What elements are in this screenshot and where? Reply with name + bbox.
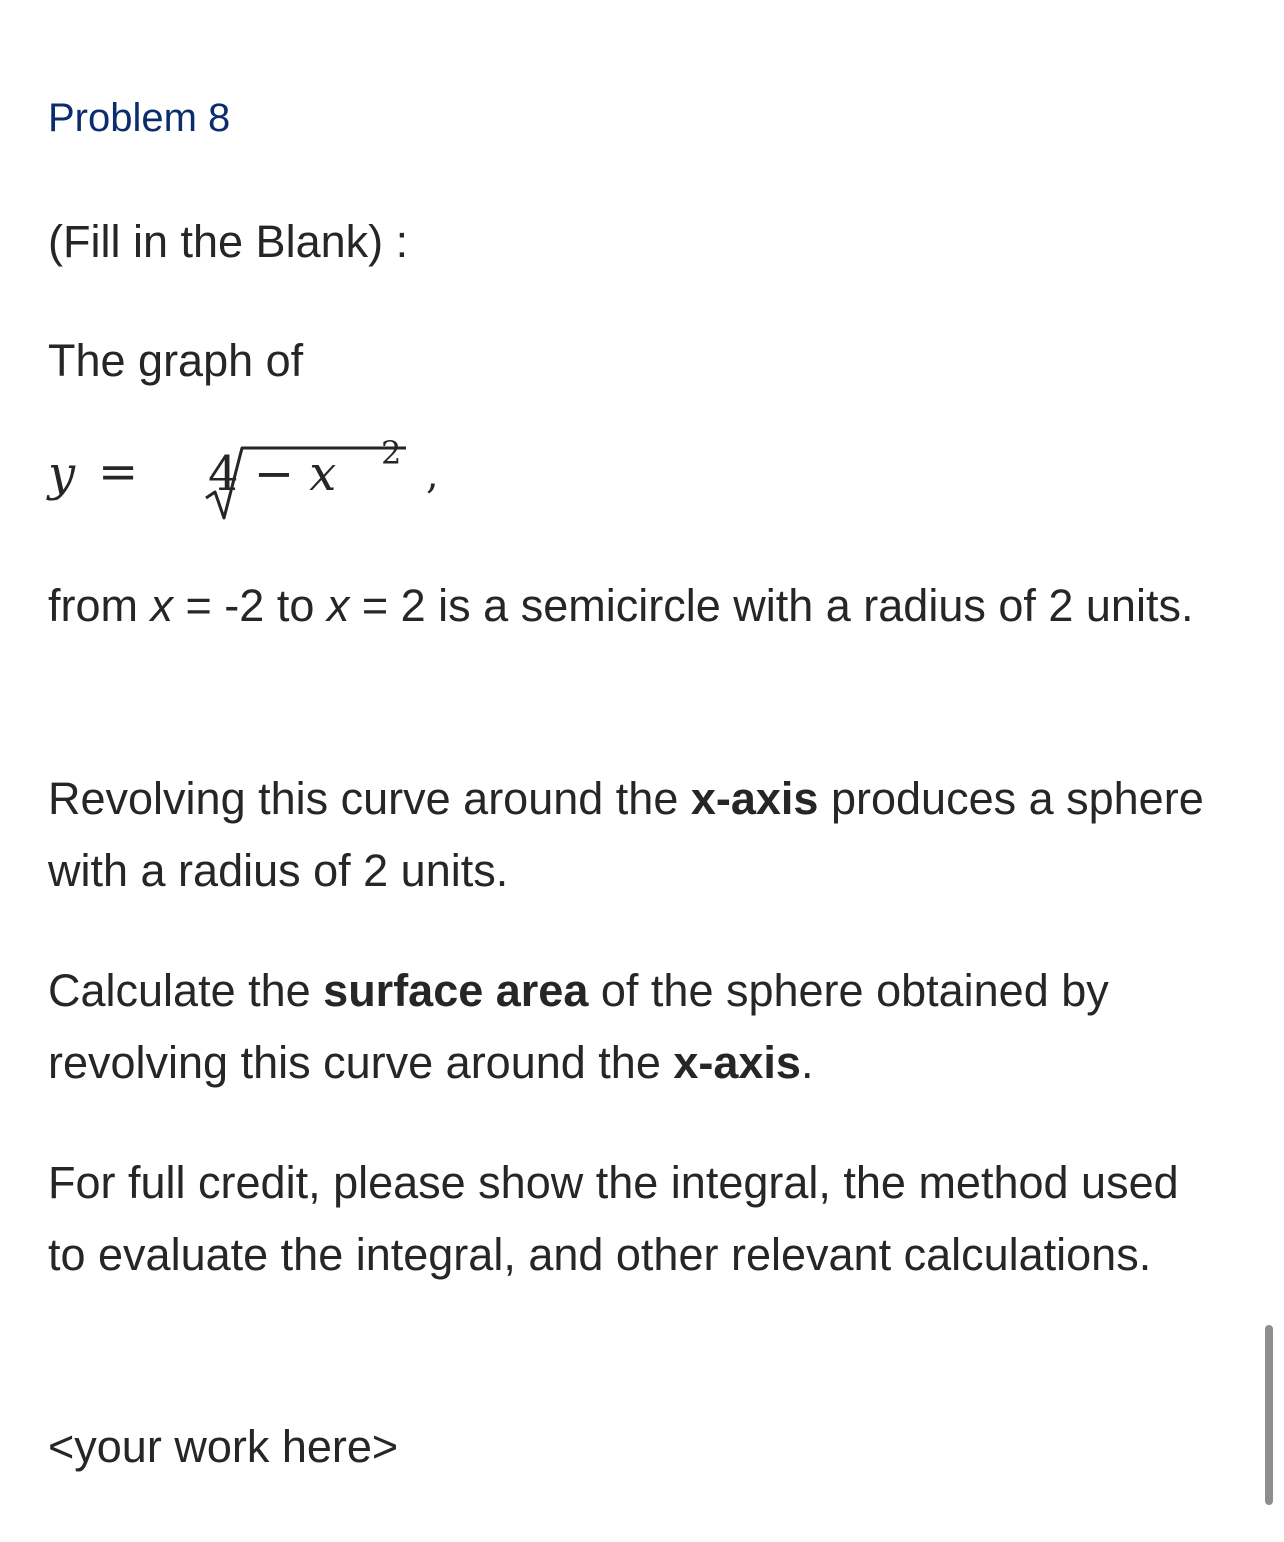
calculate-text-3: . bbox=[800, 1037, 814, 1088]
calculate-text-2: of the sphere obtained by revolving this curve around the bbox=[48, 965, 1109, 1088]
equation-comma: , bbox=[426, 452, 439, 498]
calculate-text-1: Calculate the bbox=[48, 965, 324, 1016]
radicand-operator: − bbox=[253, 446, 295, 502]
vertical-scrollbar[interactable] bbox=[1265, 1325, 1273, 1505]
task-statement bbox=[48, 955, 1228, 1099]
question-type-label: (Fill in the Blank) : bbox=[48, 216, 409, 267]
revolution-statement bbox=[48, 763, 1228, 907]
revolving-text-2: produces a sphere with a radius of 2 units. bbox=[48, 773, 1204, 896]
problem-title: Problem 8 bbox=[48, 96, 231, 140]
answer-placeholder[interactable]: <your work here> bbox=[48, 1421, 399, 1472]
radicand-variable: x bbox=[309, 446, 337, 502]
calculate-surface-area-bold: surface area bbox=[323, 965, 589, 1016]
domain-text-2: = -2 to bbox=[173, 580, 327, 631]
equation bbox=[48, 434, 448, 530]
intro-text: The graph of bbox=[48, 335, 304, 386]
domain-statement bbox=[48, 570, 1228, 642]
equation-lhs: y bbox=[48, 446, 76, 502]
domain-var-2: x bbox=[326, 580, 350, 631]
equation-equals: = bbox=[98, 444, 139, 500]
domain-var-1: x bbox=[150, 580, 174, 631]
equation-radicand bbox=[208, 446, 336, 502]
full-credit-instructions: For full credit, please show the integral, the method used to evaluate the integral, and other relevant calculations. bbox=[48, 1157, 1179, 1280]
domain-text-3: = 2 is a semicircle with a radius of 2 units. bbox=[349, 580, 1194, 631]
revolving-text-1: Revolving this curve around the bbox=[48, 773, 691, 824]
calculate-axis-bold: x-axis bbox=[673, 1037, 801, 1088]
equation-exponent: 2 bbox=[381, 434, 402, 472]
radicand-constant: 4 bbox=[208, 446, 239, 502]
revolving-axis-bold: x-axis bbox=[690, 773, 819, 824]
domain-text-1: from bbox=[48, 580, 151, 631]
